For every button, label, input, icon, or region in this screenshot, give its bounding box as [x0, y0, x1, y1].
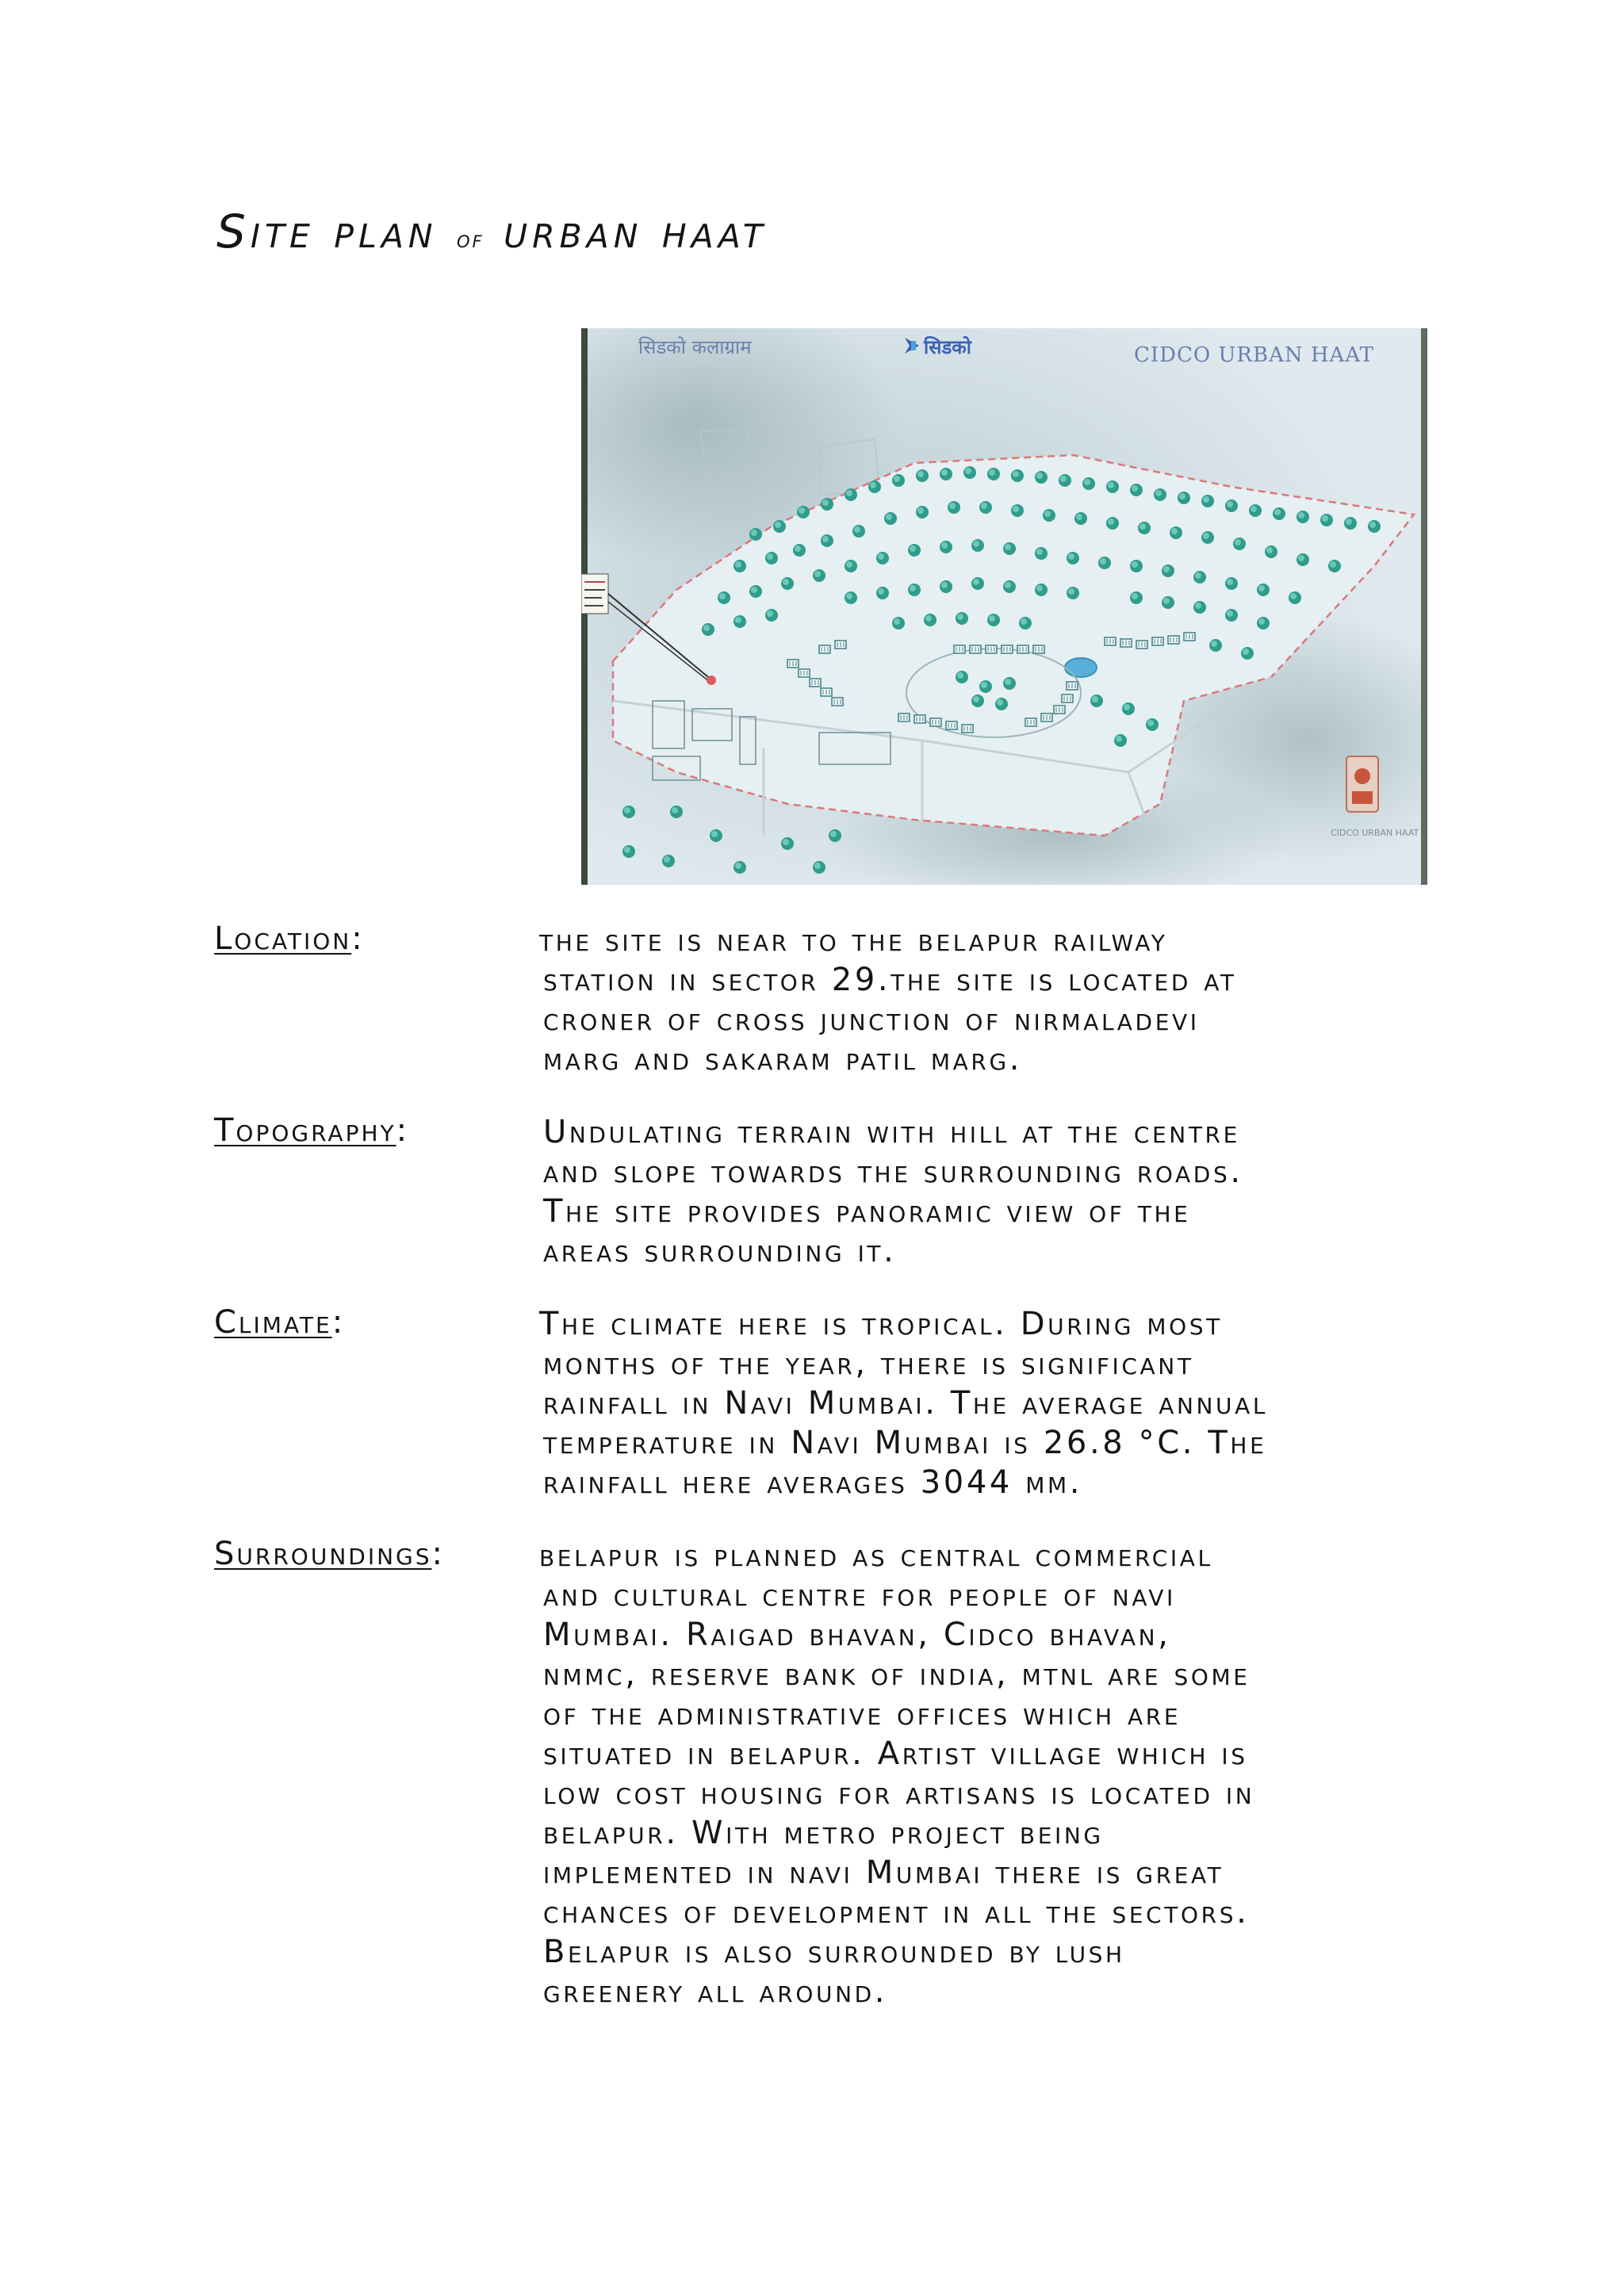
text-line: belapur is planned as central commercial	[539, 1537, 1213, 1574]
text-line: belapur. With metro project being	[543, 1815, 1104, 1851]
section-label: Location:	[214, 920, 365, 957]
pond	[1065, 658, 1097, 677]
text-line: chances of development in all the sectors.	[543, 1894, 1250, 1931]
section-label: Climate:	[214, 1304, 346, 1341]
board-title-hindi: सिडको कलाग्राम	[638, 336, 752, 358]
text-line: areas surrounding it.	[543, 1233, 897, 1269]
section-label: Topography:	[214, 1112, 410, 1149]
text-line: months of the year, there is significant	[543, 1345, 1194, 1382]
text-line: greenery all around.	[543, 1973, 888, 2010]
text-line: The climate here is tropical. During most	[539, 1306, 1223, 1342]
text-line: low cost housing for artisans is located in	[543, 1775, 1255, 1812]
text-line: of the administrative offices which are	[543, 1696, 1182, 1732]
title-of: of	[457, 226, 485, 254]
title-site-plan: Site plan	[216, 205, 438, 258]
text-line: Mumbai. Raigad bhavan, Cidco bhavan,	[543, 1617, 1171, 1653]
section-body	[539, 1304, 1624, 1502]
text-line: and slope towards the surrounding roads.	[543, 1154, 1243, 1190]
emblem-icon	[1346, 756, 1378, 812]
text-line: implemented in navi Mumbai there is great	[543, 1854, 1224, 1891]
text-line: station in sector 29.the site is located at	[543, 962, 1237, 998]
section-body	[539, 920, 1624, 1079]
text-line: croner of cross junction of nirmaladevi	[543, 1001, 1200, 1038]
section-body	[539, 1536, 1624, 2011]
section-body	[543, 1112, 1624, 1271]
text-line: rainfall here averages 3044 mm.	[543, 1464, 1083, 1501]
page-title	[216, 205, 768, 258]
text-line: Undulating terrain with hill at the centre	[543, 1114, 1240, 1150]
text-line: nmmc, reserve bank of india, mtnl are some	[543, 1656, 1251, 1693]
board-title-english: CIDCO URBAN HAAT	[1134, 343, 1375, 367]
section-label: Surroundings:	[214, 1536, 445, 1572]
board-footer-text: CIDCO URBAN HAAT	[1331, 828, 1419, 838]
site-plan-photo	[581, 328, 1427, 885]
title-urban-haat: urban haat	[504, 205, 768, 258]
text-line: rainfall in Navi Mumbai. The average annual	[543, 1385, 1269, 1422]
board-logo-text: सिडको	[924, 336, 971, 358]
text-line: temperature in Navi Mumbai is 26.8 °C. The	[543, 1425, 1267, 1461]
text-line: The site provides panoramic view of the	[543, 1193, 1191, 1230]
text-line: the site is near to the belapur railway	[539, 922, 1168, 959]
text-line: situated in belapur. Artist village which is	[543, 1735, 1248, 1772]
text-line: Belapur is also surrounded by lush	[543, 1934, 1125, 1970]
text-line: marg and sakaram patil marg.	[543, 1041, 1023, 1077]
text-line: and cultural centre for people of navi	[543, 1577, 1176, 1613]
